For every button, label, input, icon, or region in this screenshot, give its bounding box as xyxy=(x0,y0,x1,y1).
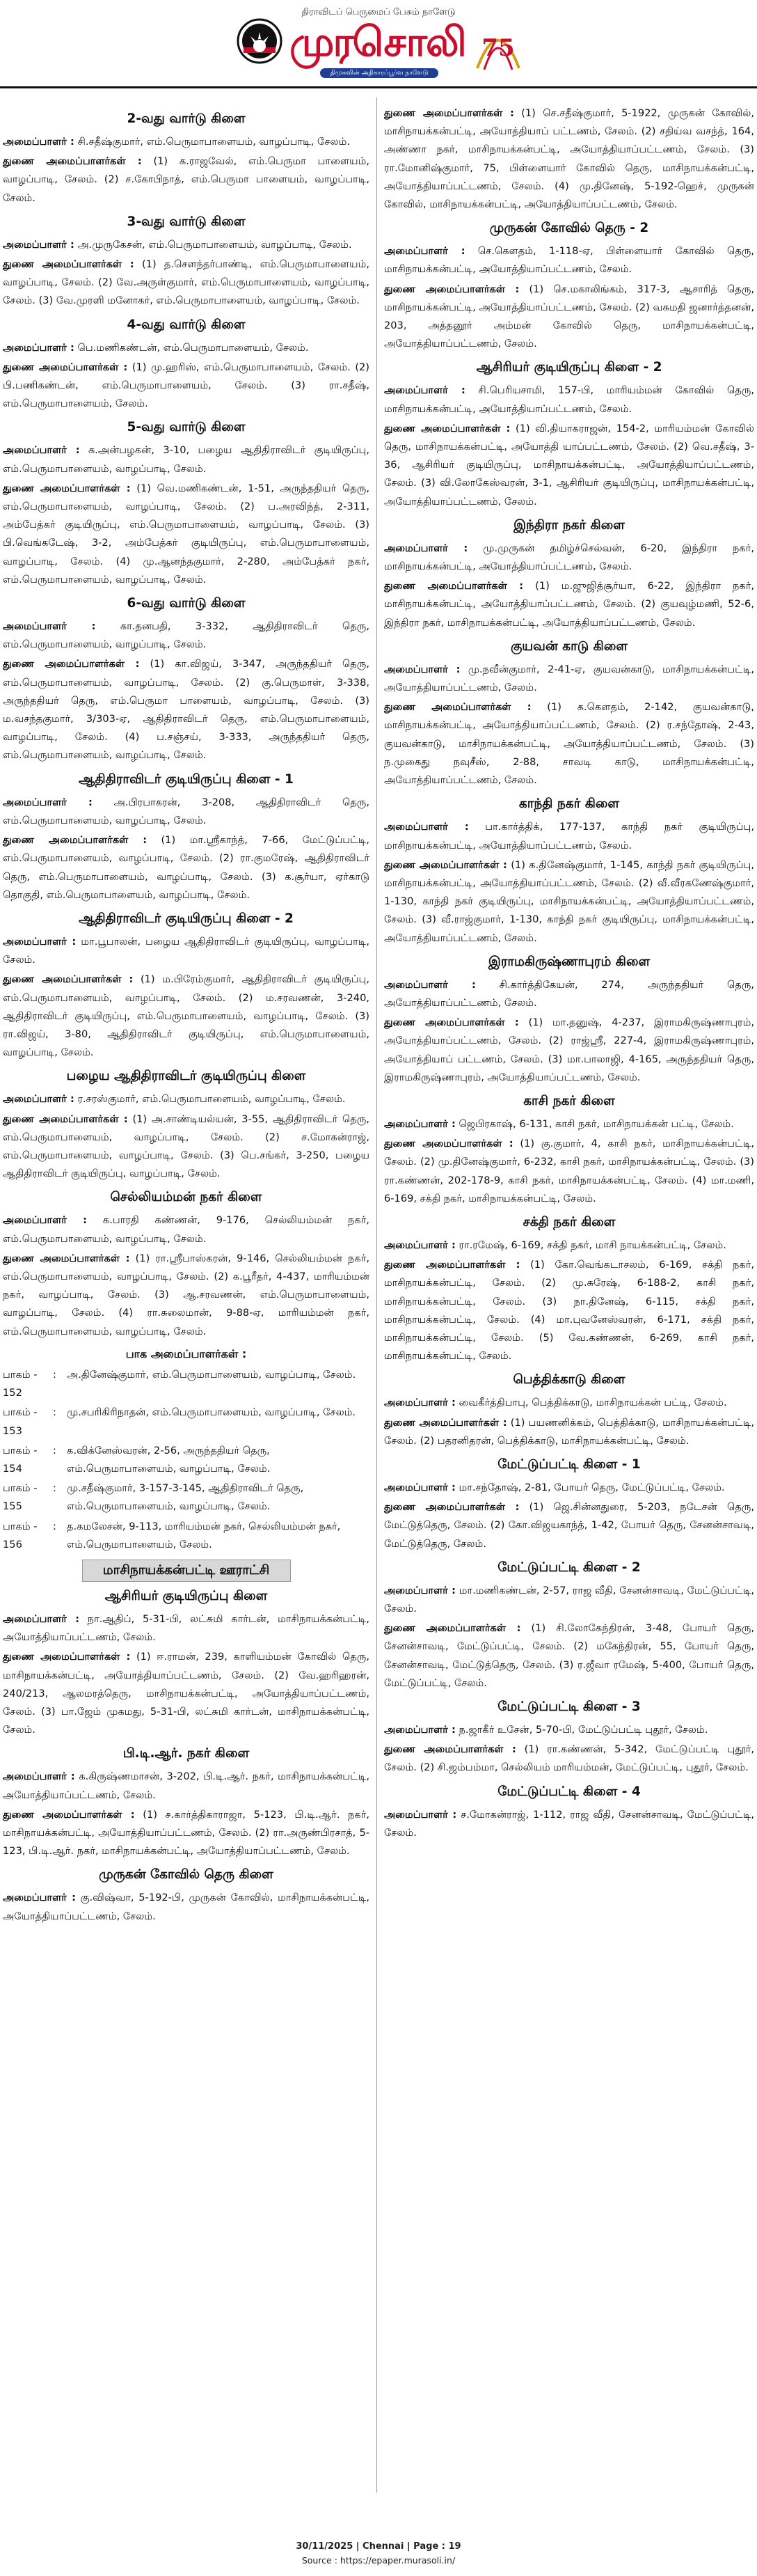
role-label: அமைப்பாளர் : xyxy=(384,1239,456,1251)
bhaga-number: பாகம் - 153 xyxy=(3,1406,38,1437)
branch-section xyxy=(384,357,754,510)
member-para xyxy=(3,1648,369,1739)
branch-section xyxy=(384,1557,754,1693)
member-para xyxy=(3,1889,369,1925)
member-details: பெ.மணிகண்டன், எம்.பெருமாபாளையம், சேலம். xyxy=(74,341,309,354)
member-details: மா.சந்தோஷ், 2-81, போயர் தெரு, மேட்டுப்பட்டி, சேலம். xyxy=(455,1481,725,1493)
branch-section xyxy=(3,593,369,765)
branch-heading: குயவன் காடு கிளை xyxy=(510,638,628,654)
member-details: ர.சரஸ்குமார், எம்.பெருமாபாளையம், வாழப்பாடி, சேலம். xyxy=(74,1093,346,1106)
member-para xyxy=(384,382,754,418)
role-label: அமைப்பாளர் : xyxy=(3,341,74,354)
member-details: (1) மா.தனுஷ், 4-237, இராமகிருஷ்ணாபுரம், அயோத்தியாப்பட்டணம், சேலம். (2) ராஜ்ஸ்ரீ, 227-4, இராமகிருஷ்ணாபுரம், அயோத்தியாப் பட்டணம், சேலம். (3) மா.பாலாஜி, 4-165, அருந்ததியர் தெரு, இராமகிருஷ்ணாபுரம், அயோத்தியாப்பட்டணம், சேலம். xyxy=(384,1016,754,1083)
role-label: அமைப்பாளர் : xyxy=(3,1093,74,1106)
role-label: துணை அமைப்பாளர்கள் : xyxy=(3,658,140,670)
role-label: துணை அமைப்பாளர்கள் : xyxy=(3,1252,130,1264)
footer-date-page: 30/11/2025 | Chennai | Page : 19 xyxy=(296,2541,461,2552)
role-label: துணை அமைப்பாளர்கள் : xyxy=(3,155,142,168)
member-details: மா.பூபாலன், பழைய ஆதிதிராவிடர் குடியிருப்பு, வாழப்பாடி, சேலம். xyxy=(3,935,370,966)
bhaga-row xyxy=(3,1404,369,1440)
member-details: (1) அ.சாண்டியல்யன், 3-55, ஆதிதிராவிடர் தெரு, எம்.பெருமாபாளையம், வாழப்பாடி, சேலம். (2) ச.மோகன்ராஜ், எம்.பெருமாபாளையம், வாழப்பாடி, சேலம். (3) பெ.சங்கர், 3-250, பழைய ஆதிதிராவிடர் குடியிருப்பு, வாழப்பாடி, சேலம். xyxy=(3,1113,369,1180)
bhaga-colon: : xyxy=(53,1520,56,1532)
role-label: அமைப்பாளர் : xyxy=(3,238,74,251)
branch-section xyxy=(384,515,754,632)
member-para xyxy=(3,1610,369,1647)
member-details: (1) ரா.ஸ்ரீபாஸ்கரன், 9-146, செல்லியம்மன் நகர், எம்.பெருமாபாளையம், வாழப்பாடி, சேலம். (2) க.பூரீதர், 4-437, மாரியம்மன் நகர், வாழப்பாடி, சேலம். (3) ஆ.சரவணன், எம்.பெருமாபாளையம், வாழப்பாடி, சேலம். (4) ரா.சுலைமான், 9-88-ஏ, மாரியம்மன் நகர், எம்.பெருமாபாளையம், வாழப்பாடி, சேலம். xyxy=(3,1252,369,1337)
member-para xyxy=(3,359,369,414)
member-para xyxy=(3,256,369,311)
role-label: துணை அமைப்பாளர்கள் : xyxy=(3,973,134,986)
branch-heading: ஆசிரியர் குடியிருப்பு கிளை xyxy=(104,1589,268,1603)
role-label: அமைப்பாளர் : xyxy=(3,796,93,808)
branch-section xyxy=(384,1454,754,1553)
member-details: (1) ஜெ.சின்னதுரை, 5-203, நடேசன் தெரு, மேட்டுத்தெரு, சேலம். (2) கோ.விஜயகாந்த், 1-42, போயர் தெரு, சேனன்சாவடி, மேட்டுத்தெரு, சேலம். xyxy=(384,1501,754,1550)
role-label: அமைப்பாளர் : xyxy=(384,821,469,833)
member-details: அ.முருகேசன், எம்.பெருமாபாளையம், வாழப்பாடி, சேலம். xyxy=(74,238,352,251)
role-label: அமைப்பாளர் : xyxy=(3,1214,88,1227)
branch-heading: 6-வது வார்டு கிளை xyxy=(127,596,246,611)
role-label: துணை அமைப்பாளர்கள் : xyxy=(3,361,128,373)
column-divider xyxy=(376,97,377,2492)
member-details: (1) க.கெளதம், 2-142, குயவன்காடு, மாசிநாயக்கன்பட்டி, அயோத்தியாப்பட்டணம், சேலம். (2) ர.சந்தோஷ், 2-43, குயவன்காடு, மாசிநாயக்கன்பட்டி, அயோத்தியாப்பட்டணம், சேலம். (3) ந.முகைது நவுசீஸ், 2-88, சாவடி காடு, மாசிநாயக்கன்பட்டி, அயோத்தியாப்பட்டணம், சேலம். xyxy=(384,701,755,787)
branch-section xyxy=(384,1212,754,1365)
branch-section xyxy=(3,1586,369,1739)
member-para xyxy=(3,1250,369,1341)
branch-section xyxy=(3,1187,369,1340)
role-label: அமைப்பாளர் : xyxy=(384,1724,456,1736)
member-para xyxy=(3,831,369,904)
member-details: (1) பயணனிக்கம், பெத்திக்காடு, மாசிநாயக்கன்பட்டி, சேலம். (2) பதரனிதரன், பெத்திக்காடு, மாசிநாயக்கன்பட்டி, சேலம். xyxy=(384,1416,754,1447)
member-details: (1) மு.ஹரிஸ், எம்.பெருமாபாளையம், சேலம். (2) பி.பணிகண்டன், எம்.பெருமாபாளையம், சேலம். (3) ரா.சதீஷ், எம்.பெருமாபாளையம், சேலம். xyxy=(3,361,370,410)
bhaga-heading: பாக அமைப்பாளர்கள் : xyxy=(125,1346,247,1360)
member-details: கா.தனபதி, 3-332, ஆதிதிராவிடர் தெரு, எம்.பெருமாபாளையம், வாழப்பாடி, சேலம். xyxy=(3,620,370,651)
member-para xyxy=(3,339,369,357)
logo-subtitle: திமுகவின் அதிகாரப்பூர்வ நாளேடு xyxy=(330,70,429,77)
branch-heading: ஆதிதிராவிடர் குடியிருப்பு கிளை - 2 xyxy=(79,911,294,926)
branch-section xyxy=(384,636,754,790)
member-details: (1) த.சௌந்தர்பாண்டி, எம்.பெருமாபாளையம், வாழப்பாடி, சேலம். (2) வே.அருள்குமார், எம்.பெருமாபாளையம், வாழப்பாடி, சேலம். (3) வே.முரளி மனோகர், எம்.பெருமாபாளையம், வாழப்பாடி, சேலம். xyxy=(3,258,369,307)
bhaga-member: மு.சதீஷ்குமார், 3-157-3-145, ஆதிதிராவிடர் தெரு, எம்.பெருமாபாளையம், வாழப்பாடி, சேலம். xyxy=(67,1482,304,1513)
member-para xyxy=(384,1498,754,1553)
branch-heading: பி.டி.ஆர். நகர் கிளை xyxy=(122,1746,250,1761)
member-para xyxy=(3,236,369,254)
right-sections xyxy=(384,218,754,1842)
page-footer xyxy=(0,2540,757,2568)
role-label: துணை அமைப்பாளர்கள் : xyxy=(3,482,131,494)
role-label: துணை அமைப்பாளர்கள் : xyxy=(3,258,134,271)
branch-section xyxy=(3,1066,369,1183)
role-label: துணை அமைப்பாளர்கள் : xyxy=(3,1651,131,1663)
branch-heading: காந்தி நகர் கிளை xyxy=(518,796,620,812)
masthead xyxy=(0,0,757,85)
branch-heading: மேட்டுப்பட்டி கிளை - 2 xyxy=(497,1560,641,1575)
newspaper-logo[interactable]: முரசொலி xyxy=(289,18,465,65)
bhaga-list xyxy=(3,1366,369,1554)
bhaga-number: பாகம் - 156 xyxy=(3,1520,38,1550)
member-details: (1) வெ.மணிகண்டன், 1-51, அருந்ததியர் தெரு, எம்.பெருமாபாளையம், வாழப்பாடி, சேலம். (2) ப.அரவிந்த், 2-311, அம்பேத்கர் குடியிருப்பு, எம்.பெருமாபாளையம், வாழப்பாடி, சேலம். (3) பி.வெங்கடேஷ், 3-2, அம்பேத்கர் குடியிருப்பு, எம்.பெருமாபாளையம், வாழப்பாடி, சேலம். (4) மு.ஆனந்தகுமார், 2-280, அம்பேத்கர் நகர், எம்.பெருமாபாளையம், வாழப்பாடி, சேலம். xyxy=(3,482,369,586)
masthead-tagline: திராவிடப் பெருமைப் பேசும் நாளேடு xyxy=(301,7,456,17)
branch-section xyxy=(3,1864,369,1925)
role-label: அமைப்பாளர் : xyxy=(3,1892,76,1904)
member-para xyxy=(384,976,754,1012)
member-para xyxy=(384,1135,754,1208)
union-title: மாசிநாயக்கன்பட்டி ஊராட்சி xyxy=(82,1560,291,1582)
member-para xyxy=(3,480,369,589)
role-label: துணை அமைப்பாளர்கள் : xyxy=(384,701,532,714)
branch-heading: காசி நகர் கிளை xyxy=(523,1093,615,1108)
role-label: துணை அமைப்பாளர்கள் : xyxy=(384,580,524,592)
bhaga-row xyxy=(3,1366,369,1402)
member-para xyxy=(3,133,369,151)
branch-section xyxy=(3,417,369,589)
role-label: துணை அமைப்பாளர்கள் : xyxy=(3,834,148,847)
role-label: துணை அமைப்பாளர்கள் : xyxy=(3,1113,128,1125)
member-details: (1) கா.விஜய், 3-347, அருந்ததியர் தெரு, எம்.பெருமாபாளையம், வாழப்பாடி, சேலம். (2) கு.பெருமாள், 3-338, அருந்ததியர் தெரு, எம்.பெருமா பாளையம், வாழப்பாடி, சேலம். (3) ம.வசந்தகுமார், 3/303-ஏ, ஆதிதிராவிடர் தெரு, எம்.பெருமாபாளையம், வாழப்பாடி, சேலம். (4) ப.சஞ்சய், 3-333, அருந்ததியர் தெரு, எம்.பெருமாபாளையம், வாழப்பாடி, சேலம். xyxy=(3,658,369,762)
member-para xyxy=(384,1721,754,1739)
role-label: துணை அமைப்பாளர்கள் : xyxy=(384,1743,516,1756)
role-label: அமைப்பாளர் : xyxy=(3,620,96,633)
branch-section xyxy=(3,212,369,311)
member-para xyxy=(3,1768,369,1804)
branch-heading: ஆசிரியர் குடியிருப்பு கிளை - 2 xyxy=(476,360,662,375)
role-label: துணை அமைப்பாளர்கள் : xyxy=(384,1416,507,1429)
member-details: ச.மோகன்ராஜ், 1-112, ராஜ வீதி, சேனன்சாவடி, மேட்டுப்பட்டி, சேலம். xyxy=(384,1808,754,1839)
member-details: (1) சி.லோகேந்திரன், 3-48, போயர் தெரு, சேனன்சாவடி, மேட்டுப்பட்டி, சேலம். (2) மகேந்திரன், 55, போயர் தெரு, சேனன்சாவடி, மேட்டுத்தெரு, சேலம். (3) ர.ஜீவா ரமேஷ், 5-400, போயர் தெரு, மேட்டுப்பட்டி, சேலம். xyxy=(384,1622,754,1689)
role-label: துணை அமைப்பாளர்கள் : xyxy=(384,1016,519,1029)
member-details: (1) கோ.வெங்கடாசலம், 6-169, சக்தி நகர், மாசிநாயக்கன்பட்டி, சேலம். (2) மு.சுரேஷ், 6-188-2, காசி நகர், மாசிநாயக்கன்பட்டி, சேலம். (3) நா.தினேஷ், 6-115, சக்தி நகர், மாசிநாயக்கன்பட்டி, சேலம். (4) மா.புவனேஸ்வரன், 6-171, சக்தி நகர், மாசிநாயக்கன்பட்டி, சேலம். (5) வே.கண்ணன், 6-269, காசி நகர், மாசிநாயக்கன்பட்டி, சேலம். xyxy=(384,1259,754,1362)
branch-heading: 4-வது வார்டு கிளை xyxy=(127,317,246,332)
bhaga-colon: : xyxy=(53,1368,56,1381)
anniversary-emblem-icon xyxy=(470,13,526,75)
member-details: சி.பெரியசாமி, 157-பி, மாரியம்மன் கோவில் தெரு, மாசிநாயக்கன்பட்டி, அயோத்தியாப்பட்டணம், சேலம். xyxy=(384,384,754,415)
member-para xyxy=(3,441,369,478)
member-details: (1) ச.கார்த்திகாராஜா, 5-123, பி.டி.ஆர். நகர், மாசிநாயக்கன்பட்டி, அயோத்தியாப்பட்டணம், சேலம். (2) ரா.அருண்பிரசாத், 5-123, பி.டி.ஆர். நகர், மாசிநாயக்கன்பட்டி, அயோத்தியாப்பட்டணம், சேலம். xyxy=(3,1808,370,1858)
member-details: சி.கார்த்திகேயன், 274, அருந்ததியர் தெரு, அயோத்தியாப்பட்டணம், சேலம். xyxy=(384,978,755,1009)
member-para xyxy=(3,1806,369,1861)
member-para xyxy=(384,1414,754,1450)
member-details: நா.ஆதிப், 5-31-பி, லட்சுமி கார்டன், மாசிநாயக்கன்பட்டி, அயோத்தியாப்பட்டணம், சேலம். xyxy=(3,1613,369,1644)
branch-section xyxy=(384,952,754,1087)
member-details: ஜெபிரகாஷ், 6-131, காசி நகர், மாசிநாயக்கன் பட்டி, சேலம். xyxy=(455,1117,734,1130)
branch-section xyxy=(384,1369,754,1450)
branch-section xyxy=(384,218,754,353)
bhaga-colon: : xyxy=(53,1444,56,1456)
member-para xyxy=(3,655,369,764)
member-details: சி.சதீஷ்குமார், எம்.பெருமாபாளையம், வாழப்பாடி, சேலம். xyxy=(74,136,350,148)
para-label: துணை அமைப்பாளர்கள் : xyxy=(384,107,514,119)
member-para xyxy=(384,698,754,790)
role-label: அமைப்பாளர் : xyxy=(384,1117,456,1130)
member-details: (1) வி.தியாகராஜன், 154-2, மாரியம்மன் கோவில் தெரு, மாசிநாயக்கன்பட்டி, அயோத்தி யாப்பட்டணம், சேலம். (2) வெ.சதீஷ், 3-36, ஆசிரியர் குடியிருப்பு, மாசிநாயக்கன்பட்டி, அயோத்தியாப்பட்டணம், சேலம். (3) வி.லோகேஸ்வரன், 3-1, ஆசிரியர் குடியிருப்பு, மாசிநாயக்கன்பட்டி, அயோத்தியாப்பட்டணம், சேலம். xyxy=(384,422,754,508)
rising-sun-emblem-icon xyxy=(237,18,282,64)
bhaga-number: பாகம் - 155 xyxy=(3,1482,38,1513)
member-details: ந.ஜாகீர் உசேன், 5-70-பி, மேட்டுப்பட்டி புதூர், சேலம். xyxy=(455,1724,708,1736)
member-para xyxy=(384,856,754,948)
role-label: துணை அமைப்பாளர்கள் : xyxy=(384,1138,513,1150)
member-details: (1) செ.மகாலிங்கம், 317-3, ஆசாரித் தெரு, மாசிநாயக்கன்பட்டி, அயோத்தியாப்பட்டணம், சேலம். (2) வசுமதி ஜனார்த்தனன், 203, அத்தனூர் அம்மன் கோவில் தெரு, மாசிநாயக்கன்பட்டி, அயோத்தியாப்பட்டணம், சேலம். xyxy=(384,283,754,350)
role-label: துணை அமைப்பாளர்கள் : xyxy=(384,1622,521,1635)
member-details: வைகீர்த்திபாபு, பெத்திக்காடு, மாசிநாயக்கன் பட்டி, சேலம். xyxy=(455,1397,727,1409)
role-label: அமைப்பாளர் : xyxy=(3,1770,75,1783)
logo-subtitle-band xyxy=(320,68,438,78)
member-details: (1) கு.குமார், 4, காசி நகர், மாசிநாயக்கன்பட்டி, சேலம். (2) மு.தினேஷ்குமார், 6-232, காசி நகர், மாசிநாயக்கன்பட்டி, சேலம். (3) ரா.கண்ணன், 202-178-9, காசி நகர், மாசிநாயக்கன்பட்டி, சேலம். (4) மா.மணி, 6-169, சக்தி நகர், மாசிநாயக்கன்பட்டி, சேலம். xyxy=(384,1138,754,1204)
bhaga-member: த.கமலேசன், 9-113, மாரியம்மன் நகர், செல்லியம்மன் நகர், எம்.பெருமாபாளையம், சேலம். xyxy=(67,1520,341,1550)
bhaga-member: அ.தினேஷ்குமார், எம்.பெருமாபாளையம், வாழப்பாடி, சேலம். xyxy=(67,1368,356,1381)
role-label: அமைப்பாளர் : xyxy=(384,1397,456,1409)
member-para xyxy=(3,618,369,654)
footer-source-link[interactable]: Source : https://epaper.murasoli.in/ xyxy=(301,2555,456,2566)
right-intro-para xyxy=(384,104,754,214)
member-para xyxy=(384,281,754,354)
masthead-rule xyxy=(0,86,757,88)
member-para xyxy=(384,1582,754,1618)
member-para xyxy=(3,971,369,1062)
left-column xyxy=(3,104,369,1929)
bhaga-number: பாகம் - 154 xyxy=(3,1444,38,1475)
member-para xyxy=(3,794,369,830)
member-details: (1) ஈ.ராமன், 239, காளியம்மன் கோவில் தெரு, மாசிநாயக்கன்பட்டி, அயோத்தியாப்பட்டணம், சேலம். (2) வே.ஹரிஹரன், 240/213, ஆலமரத்தெரு, மாசிநாயக்கன்பட்டி, அயோத்தியாப்பட்டணம், சேலம். (3) பா.ஜேம் முகமது, 5-31-பி, லட்சுமி கார்டன், மாசிநாயக்கன்பட்டி, சேலம். xyxy=(3,1651,370,1736)
member-para xyxy=(384,577,754,632)
branch-section xyxy=(3,769,369,904)
branch-heading: செல்லியம்மன் நகர் கிளை xyxy=(110,1190,262,1205)
member-para xyxy=(384,1115,754,1133)
member-para xyxy=(384,1806,754,1842)
member-para xyxy=(3,1211,369,1248)
branch-heading: சக்தி நகர் கிளை xyxy=(523,1214,616,1230)
member-para xyxy=(384,1479,754,1497)
branch-heading: இந்திரா நகர் கிளை xyxy=(513,517,625,533)
role-label: அமைப்பாளர் : xyxy=(3,444,80,457)
role-label: அமைப்பாளர் : xyxy=(384,384,465,397)
role-label: அமைப்பாளர் : xyxy=(384,1808,457,1821)
branch-heading: பழைய ஆதிதிராவிடர் குடியிருப்பு கிளை xyxy=(66,1069,306,1084)
branch-heading: இராமகிருஷ்ணாபுரம் கிளை xyxy=(488,954,651,969)
left-sections xyxy=(3,109,369,1341)
bhaga-number: பாகம் - 152 xyxy=(3,1368,38,1399)
role-label: துணை அமைப்பாளர்கள் : xyxy=(384,283,520,295)
role-label: அமைப்பாளர் : xyxy=(384,245,465,258)
member-para xyxy=(384,1236,754,1255)
branch-heading: 2-வது வார்டு கிளை xyxy=(127,111,246,126)
branch-section xyxy=(384,794,754,947)
bhaga-row xyxy=(3,1479,369,1516)
role-label: துணை அமைப்பாளர்கள் : xyxy=(384,858,507,871)
bhaga-colon: : xyxy=(53,1406,56,1419)
member-details: பா.கார்த்திக், 177-137, காந்தி நகர் குடியிருப்பு, மாசிநாயக்கன்பட்டி, அயோத்தியாப்பட்டணம், சேலம். xyxy=(384,821,754,851)
role-label: துணை அமைப்பாளர்கள் : xyxy=(3,1808,135,1821)
role-label: துணை அமைப்பாளர்கள் : xyxy=(384,422,511,434)
branch-section xyxy=(384,1697,754,1777)
member-details: (1) ம.ஜுஜித்சூர்யா, 6-22, இந்திரா நகர், மாசிநாயக்கன்பட்டி, அயோத்தியாப்பட்டணம், சேலம். (2) குயவுழ்மணி, 52-6, இந்திரா நகர், மாசிநாயக்கன்பட்டி, அயோத்தியாப்பட்டணம், சேலம். xyxy=(384,580,754,629)
branch-section xyxy=(3,909,369,1062)
member-para xyxy=(384,1394,754,1412)
branch-heading: ஆதிதிராவிடர் குடியிருப்பு கிளை - 1 xyxy=(79,771,294,787)
branch-heading: மேட்டுப்பட்டி கிளை - 1 xyxy=(497,1456,641,1472)
member-para xyxy=(3,152,369,207)
branch-heading: 5-வது வார்டு கிளை xyxy=(127,420,246,435)
role-label: துணை அமைப்பாளர்கள் : xyxy=(384,1259,520,1271)
member-para xyxy=(3,1090,369,1108)
member-details: (1) ம.பிரேம்குமார், ஆதிதிராவிடர் குடியிருப்பு, எம்.பெருமாபாளையம், வாழப்பாடி, சேலம். (2) ம.சரவணன், 3-240, ஆதிதிராவிடர் குடியிருப்பு, எம்.பெருமாபாளையம், வாழப்பாடி, சேலம். (3) ரா.விஜய், 3-80, ஆதிதிராவிடர் குடியிருப்பு, எம்.பெருமாபாளையம், வாழப்பாடி, சேலம். xyxy=(3,973,369,1059)
member-details: (1) ரா.கண்ணன், 5-342, மேட்டுப்பட்டி புதூர், சேலம். (2) சி.ஜம்பம்மா, செல்லியம் மாரியம்மன், மேட்டுப்பட்டி, புதூர், சேலம். xyxy=(384,1743,754,1774)
member-details: கு.விஷ்வா, 5-192-பி, முருகன் கோவில், மாசிநாயக்கன்பட்டி, அயோத்தியாப்பட்டணம், சேலம். xyxy=(3,1892,369,1922)
member-para xyxy=(384,1619,754,1693)
bhaga-colon: : xyxy=(53,1482,56,1495)
role-label: அமைப்பாளர் : xyxy=(384,1584,456,1596)
branch-heading: மேட்டுப்பட்டி கிளை - 4 xyxy=(497,1784,641,1799)
role-label: அமைப்பாளர் : xyxy=(384,978,476,991)
member-details: மு.முருகன் தமிழ்ச்செல்வன், 6-20, இந்திரா நகர், மாசிநாயக்கன்பட்டி, அயோத்தியாப்பட்டணம், சேலம். xyxy=(384,542,754,573)
branch-section xyxy=(3,1743,369,1860)
branch-section xyxy=(384,1091,754,1208)
bhaga-row xyxy=(3,1442,369,1478)
member-details: ரா.ரமேஷ், 6-169, சக்தி நகர், மாசி நாயக்கன்பட்டி, சேலம். xyxy=(455,1239,726,1251)
anniversary-number: 75 xyxy=(481,34,515,62)
bhaga-member: மு.சபரிகிரிநாதன், எம்.பெருமாபாளையம், வாழப்பாடி, சேலம். xyxy=(67,1406,356,1419)
role-label: அமைப்பாளர் : xyxy=(384,663,461,675)
member-details: க.கிருஷ்ணமாசன், 3-202, பி.டி.ஆர். நகர், மாசிநாயக்கன்பட்டி, அயோத்தியாப்பட்டணம், சேலம். xyxy=(3,1770,369,1801)
role-label: அமைப்பாளர் : xyxy=(384,1481,456,1493)
role-label: அமைப்பாளர் : xyxy=(384,542,468,554)
para-text: (1) செ.சதீஷ்குமார், 5-1922, முருகன் கோவில், மாசிநாயக்கன்பட்டி, அயோத்தியாப் பட்டணம், சேலம். (2) சதிய்வ வசந்த், 164, அண்ணா நகர், மாசிநாயக்கன்பட்டி, அயோத்தியாப்பட்டணம், சேலம். (3) ரா.மோனிஷ்குமார், 75, பிள்ளையார் கோவில் தெரு, மாசிநாயக்கன்பட்டி, அயோத்தியாப்பட்டணம், சேலம். (4) மு.தினேஷ், 5-192-ஹெச், முருகன் கோவில், மாசிநாயக்கன்பட்டி, அயோத்தியாப்பட்டணம், சேலம். xyxy=(384,107,754,211)
branch-section xyxy=(3,109,369,207)
member-details: அ.பிரபாகரன், 3-208, ஆதிதிராவிடர் தெரு, எம்.பெருமாபாளையம், வாழப்பாடி, சேலம். xyxy=(3,796,369,826)
branch-heading: 3-வது வார்டு கிளை xyxy=(127,214,246,229)
member-details: (1) மா.ஸ்ரீகாந்த், 7-66, மேட்டுப்பட்டி, எம்.பெருமாபாளையம், வாழப்பாடி, சேலம். (2) ரா.குமரேஷ், ஆதிதிராவிடர் தெரு, எம்.பெருமாபாளையம், வாழப்பாடி, சேலம். (3) க.சூர்யா, ஏர்காடு தொகுதி, எம்.பெருமாபாளையம், வாழப்பாடி, சேலம். xyxy=(3,834,370,901)
role-label: அமைப்பாளர் : xyxy=(3,1613,79,1625)
member-para xyxy=(384,818,754,854)
branch-heading: முருகன் கோவில் தெரு - 2 xyxy=(489,221,649,236)
right-column xyxy=(384,104,754,1845)
branch-heading: பெத்திக்காடு கிளை xyxy=(513,1372,625,1388)
branch-section xyxy=(3,315,369,414)
member-para xyxy=(3,933,369,969)
bhaga-row xyxy=(3,1518,369,1554)
role-label: அமைப்பாளர் : xyxy=(3,136,74,148)
branch-section xyxy=(384,1782,754,1842)
left-sections-union xyxy=(3,1586,369,1926)
member-para xyxy=(384,661,754,697)
member-para xyxy=(384,420,754,511)
member-details: மு.நவீன்குமார், 2-41-ஏ, குயவன்காடு, மாசிநாயக்கன்பட்டி, அயோத்தியாப்பட்டணம், சேலம். xyxy=(384,663,754,694)
member-para xyxy=(384,1014,754,1087)
member-details: க.அன்பழகன், 3-10, பழைய ஆதிதிராவிடர் குடியிருப்பு, எம்.பெருமாபாளையம், வாழப்பாடி, சேலம். xyxy=(3,444,369,475)
branch-heading: மேட்டுப்பட்டி கிளை - 3 xyxy=(497,1699,641,1715)
member-details: (1) க.ராஜவேல், எம்.பெருமா பாளையம், வாழப்பாடி, சேலம். (2) ச.கோபிநாத், எம்.பெருமா பாளையம், வாழப்பாடி, சேலம். xyxy=(3,155,370,204)
member-details: செ.கௌதம், 1-118-ஏ, பிள்ளையார் கோவில் தெரு, மாசிநாயக்கன்பட்டி, அயோத்தியாப்பட்டணம், சேலம். xyxy=(384,245,755,276)
role-label: துணை அமைப்பாளர்கள் : xyxy=(384,1501,520,1514)
branch-heading: முருகன் கோவில் தெரு கிளை xyxy=(99,1867,273,1883)
member-details: மா.மணிகண்டன், 2-57, ராஜ வீதி, சேனன்சாவடி, மேட்டுப்பட்டி, சேலம். xyxy=(384,1584,755,1615)
member-para xyxy=(384,540,754,576)
member-details: க.பாரதி கண்ணன், 9-176, செல்லியம்மன் நகர், எம்.பெருமாபாளையம், வாழப்பாடி, சேலம். xyxy=(3,1214,369,1245)
member-para xyxy=(384,1741,754,1777)
bhaga-member: க.விக்னேஸ்வரன், 2-56, அருந்ததியர் தெரு, எம்.பெருமாபாளையம், வாழப்பாடி, சேலம். xyxy=(67,1444,271,1475)
role-label: அமைப்பாளர் : xyxy=(3,935,77,948)
member-details: (1) க.தினேஷ்குமார், 1-145, காந்தி நகர் குடியிருப்பு, மாசிநாயக்கன்பட்டி, அயோத்தியாப்பட்டணம், சேலம். (2) வீ.வீரகணேஷ்குமார், 1-130, காந்தி நகர் குடியிருப்பு, மாசிநாயக்கன்பட்டி, அயோத்தியாப்பட்டணம், சேலம். (3) வீ.ராஜ்குமார், 1-130, காந்தி நகர் குடியிருப்பு, மாசிநாயக்கன்பட்டி, அயோத்தியாப்பட்டணம், சேலம். xyxy=(384,858,754,944)
member-para xyxy=(384,1256,754,1365)
member-para xyxy=(3,1110,369,1184)
member-para xyxy=(384,242,754,278)
